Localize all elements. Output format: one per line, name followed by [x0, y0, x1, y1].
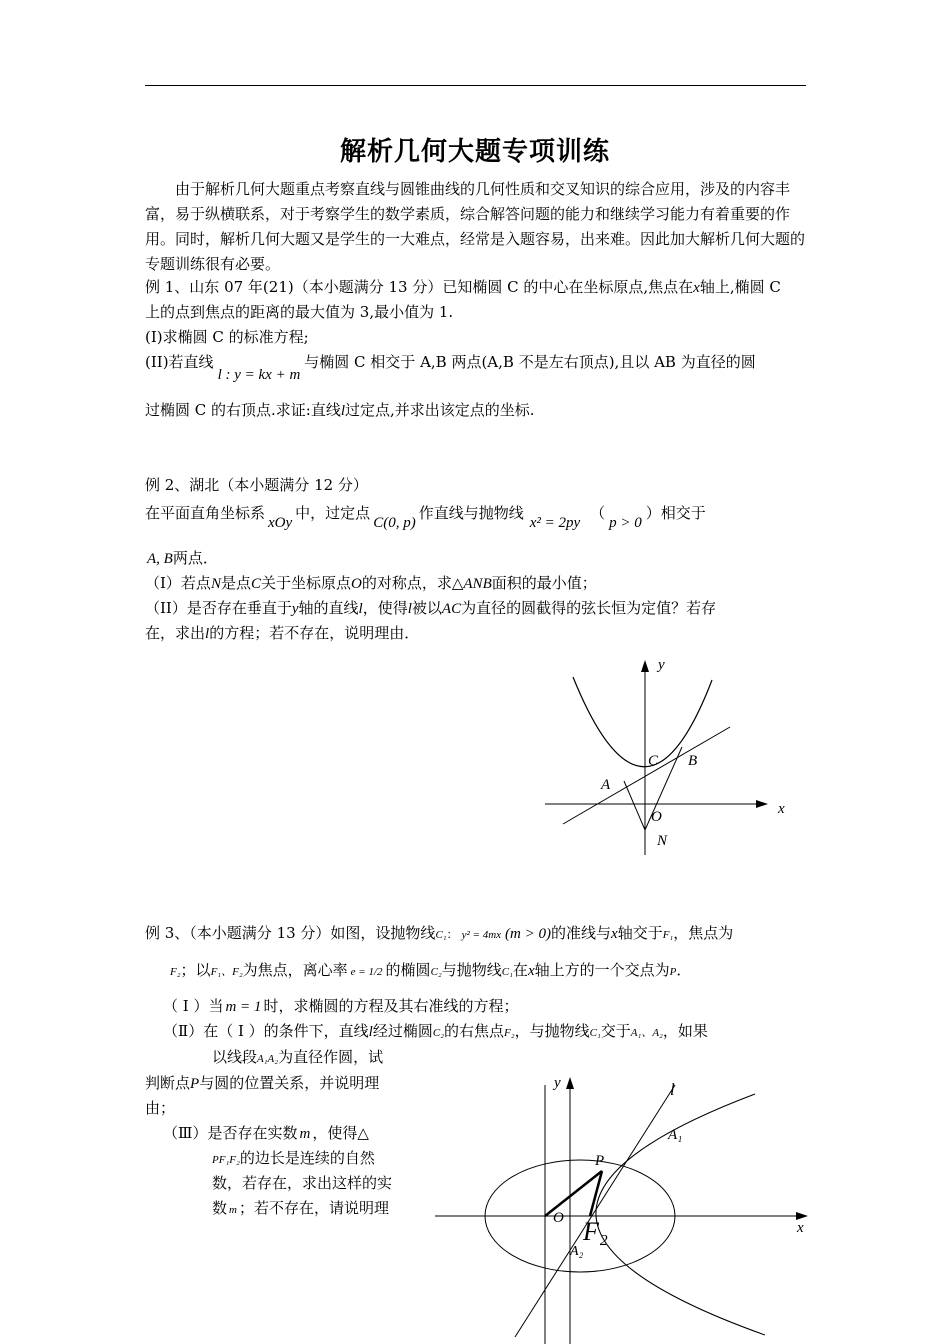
label-A: A: [601, 777, 611, 793]
label-F2: F₂: [583, 1217, 608, 1246]
ex1-part2: (II)若直线l : y = kx + m与椭圆 C 相交于 A,B 两点(A,B 不是左右顶点),且以 AB 为直径的圆: [145, 353, 756, 383]
label-O: O: [553, 1210, 564, 1226]
ex3-q3-line3: 数，若存在，求出这样的实: [212, 1174, 393, 1192]
ex2-q2-cont: 在，求出l的方程；若不存在，说明理由．: [145, 624, 420, 642]
label-B: B: [688, 753, 698, 769]
page-title: 解析几何大题专项训练: [339, 137, 610, 167]
label-N: N: [657, 833, 668, 849]
ex3-line1: 例 3、（本小题满分 13 分）如图，设抛物线C₁： y² = 4mx (m > 0)的准线与x轴交于F₁，焦点为: [145, 924, 734, 942]
line-l: [515, 1085, 675, 1337]
ex3-q2-line4: 由；: [145, 1099, 176, 1117]
ex3-q2: （Ⅱ）在（ I ）的条件下，直线l经过椭圆C₂的右焦点F₂，与抛物线C₁交于A₁、A₂，如果: [163, 1022, 708, 1040]
ex2-q2: （II）是否存在垂直于y轴的直线l，使得l被以AC为直径的圆截得的弦长恒为定值？若存: [145, 599, 717, 617]
label-C: C: [648, 753, 659, 769]
y-axis-arrow: [566, 1077, 574, 1089]
y-axis-arrow: [641, 660, 649, 672]
ex2-q1: （I）若点N是点C关于坐标原点O的对称点，求△ANB面积的最小值；: [145, 574, 597, 592]
label-y: y: [658, 657, 665, 673]
ex2-heading: 例 2、湖北（本小题满分 12 分）: [145, 476, 368, 494]
label-O: O: [651, 809, 662, 825]
ex3-q3-line2: PF₁F₂的边长是连续的自然: [212, 1149, 375, 1167]
ex3-q3: （Ⅲ）是否存在实数 m ，使得△: [163, 1124, 369, 1142]
label-P: P: [595, 1153, 605, 1169]
intro-paragraph: 由于解析几何大题重点考察直线与圆锥曲线的几何性质和交叉知识的综合应用，涉及的内容丰富，易于纵横联系，对于考察学生的数学素质，综合解答问题的能力和继续学习能力有着重要的作用。同时，解析几何大题又是学生的一大难点，经常是入题容易，出来难。因此加大解析几何大题的专题训练很有必要。: [145, 180, 806, 273]
header-rule: [145, 85, 806, 86]
ex3-q3-line4: 数 m ；若不存在，请说明理: [212, 1199, 389, 1217]
x-axis-arrow: [796, 1212, 808, 1220]
ex3-q2-line3: 判断点P与圆的位置关系，并说明理: [145, 1074, 380, 1092]
chord-line: [563, 727, 730, 824]
label-y: y: [554, 1075, 561, 1091]
line-equation: l : y = kx + m: [217, 367, 301, 383]
label-x: x: [797, 1220, 804, 1236]
ex2-line1: 在平面直角坐标系xOy中，过定点C(0, p)作直线与抛物线x² = 2py（p > 0）相交于: [145, 504, 706, 531]
label-x: x: [778, 801, 785, 817]
ex3-figure: [430, 1065, 820, 1344]
ex2-figure: [530, 650, 800, 860]
ex3-q1: （ I ）当 m = 1 时，求椭圆的方程及其右准线的方程；: [163, 997, 519, 1015]
label-A1: A₁: [668, 1127, 683, 1143]
ex3-line2: F₂；以F₁、F₂为焦点，离心率 e = 1/2 的椭圆C₂与抛物线C₁在x轴上方的一个交点为P．: [170, 961, 692, 979]
x-axis-arrow: [756, 800, 768, 808]
label-A2: A₂: [570, 1244, 584, 1259]
ex1-part2-cont: 过椭圆 C 的右顶点.求证:直线l过定点,并求出该定点的坐标.: [145, 401, 535, 419]
ex2-line2: A, B两点．: [147, 549, 218, 567]
ex1-part1: (I)求椭圆 C 的标准方程;: [145, 328, 309, 346]
ex1-line1: 例 1、山东 07 年(21)（本小题满分 13 分）已知椭圆 C 的中心在坐标原点,焦点在x轴上,椭圆 C: [145, 278, 781, 296]
segment-NA: [624, 781, 645, 830]
ex3-q2-line2: 以线段A₁A₂为直径作圆，试: [212, 1048, 384, 1066]
ex1-line2: 上的点到焦点的距离的最大值为 3,最小值为 1.: [145, 303, 454, 321]
label-l: l: [670, 1080, 675, 1099]
